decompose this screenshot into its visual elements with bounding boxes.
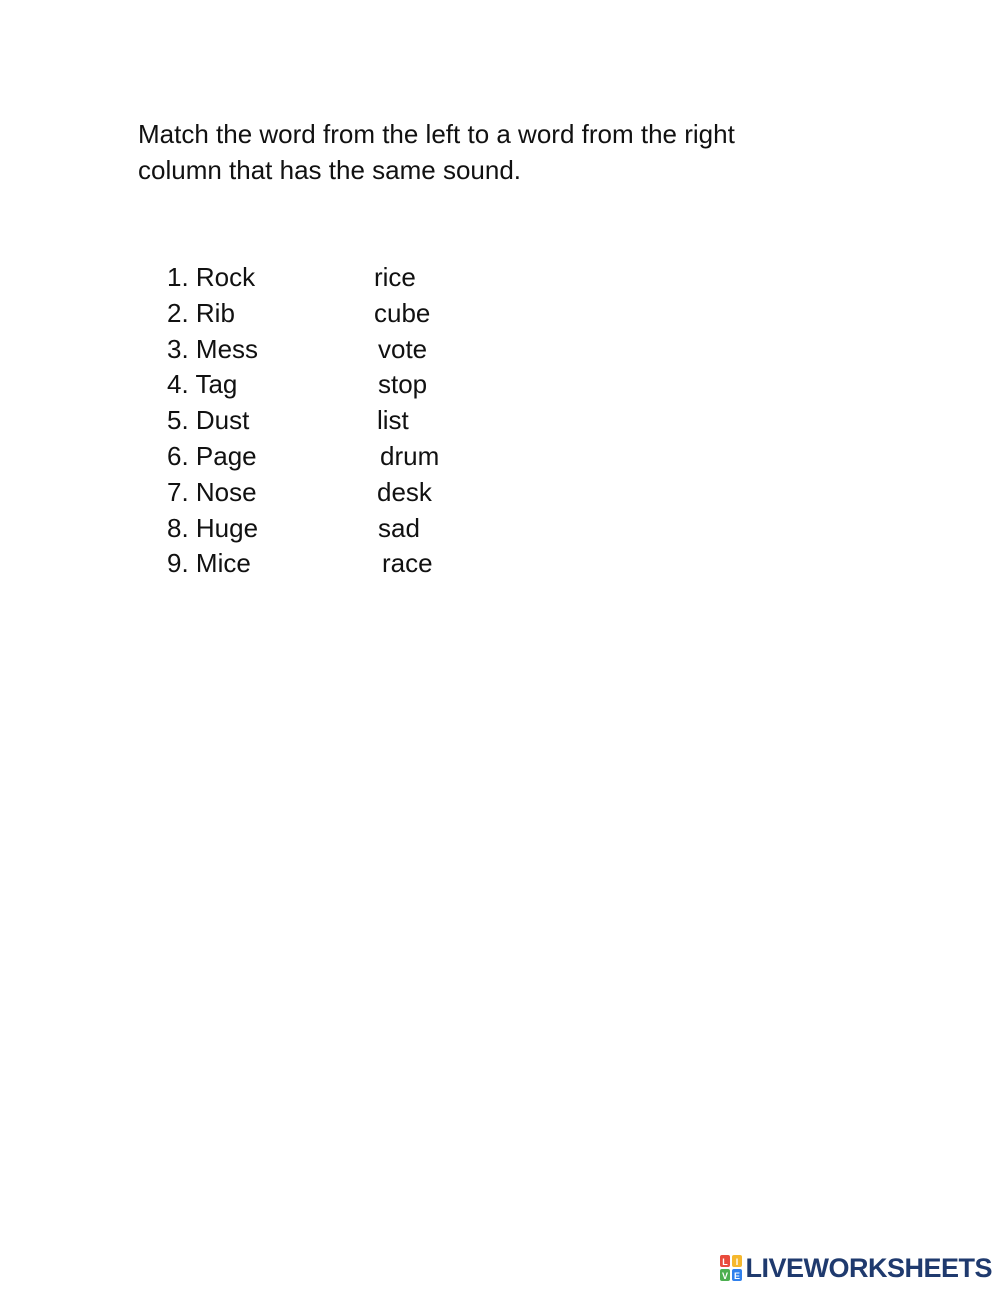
match-row-9	[167, 546, 567, 582]
match-list	[167, 260, 567, 582]
match-row-1	[167, 260, 567, 296]
instructions-line-1: Match the word from the left to a word from the right	[138, 119, 735, 149]
match-row-8	[167, 511, 567, 547]
right-word: list	[377, 405, 409, 436]
right-word: cube	[374, 297, 431, 328]
svg-text:E: E	[734, 1271, 741, 1281]
left-word: 2. Rib	[167, 297, 235, 328]
left-word: 1. Rock	[167, 262, 256, 292]
logo-blocks-icon	[720, 1255, 742, 1281]
left-word: 7. Nose	[167, 476, 257, 507]
left-word: 5. Dust	[167, 405, 250, 436]
right-word: desk	[377, 476, 432, 507]
liveworksheets-logo[interactable]	[720, 1253, 992, 1283]
match-row-5	[167, 403, 567, 439]
svg-text:L: L	[722, 1257, 729, 1267]
left-word: 8. Huge	[167, 512, 259, 543]
right-word: rice	[374, 262, 416, 292]
right-word: race	[382, 548, 433, 579]
left-word: 3. Mess	[167, 333, 259, 364]
left-word: 9. Mice	[167, 548, 251, 579]
svg-text:V: V	[722, 1271, 729, 1281]
match-row-3	[167, 332, 567, 368]
match-row-6	[167, 439, 567, 475]
left-word: 6. Page	[167, 440, 257, 471]
match-row-7	[167, 475, 567, 511]
instructions	[138, 116, 838, 188]
svg-text:I: I	[736, 1257, 739, 1267]
right-word: stop	[378, 369, 428, 400]
logo-text: LIVEWORKSHEETS	[745, 1253, 992, 1283]
right-word: sad	[378, 512, 420, 543]
match-row-2	[167, 296, 567, 332]
match-row-4	[167, 367, 567, 403]
left-word: 4. Tag	[167, 369, 238, 400]
right-word: drum	[380, 440, 440, 471]
right-word: vote	[378, 333, 428, 364]
instructions-line-2: column that has the same sound.	[138, 155, 522, 185]
